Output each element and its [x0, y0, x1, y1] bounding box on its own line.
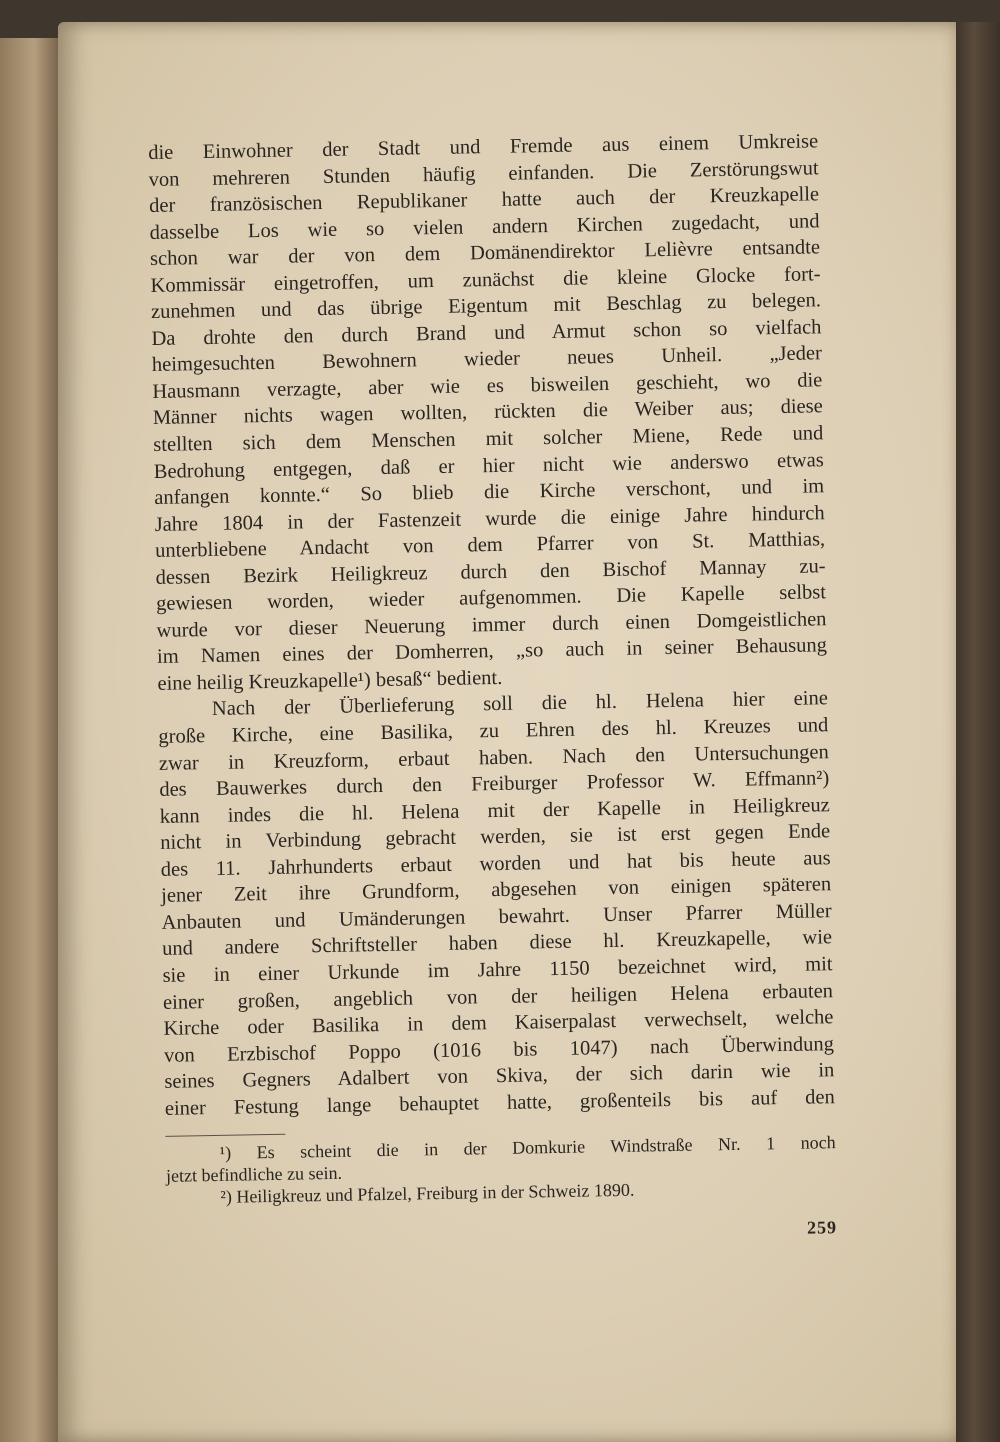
body-line: gewiesen worden, wieder aufgenommen. Die Kapelle selbst — [155, 581, 827, 616]
body-line: eine heilig Kreuzkapelle¹) besaß“ bedient. — [157, 666, 503, 695]
body-line: dasselbe Los wie so vielen andern Kirchen zugedacht, und — [149, 209, 820, 244]
body-line: schon war der von dem Domänendirektor Lelièvre entsandte — [149, 236, 821, 271]
body-line: von Erzbischof Poppo (1016 bis 1047) nach Überwindung — [163, 1032, 835, 1067]
body-text — [148, 128, 835, 1122]
footnotes — [166, 1131, 837, 1209]
footnote-1: ¹) Es scheint die in der Domkurie Windstraße Nr. 1 noch — [219, 1132, 836, 1164]
body-line: Jahre 1804 in der Fastenzeit wurde die einige Jahre hindurch — [154, 501, 825, 536]
body-line: Hausmann verzagte, aber wie es bisweilen geschieht, wo die — [152, 369, 823, 403]
body-line: stellten sich dem Menschen mit solcher Miene, Rede und — [153, 422, 824, 456]
body-line: Männer nichts wagen wollten, rückten die Weiber aus; diese — [152, 395, 823, 430]
paragraph-start-line: Nach der Überlieferung soll die hl. Helena hier eine — [211, 687, 829, 721]
body-line: Kommissär eingetroffen, um zunächst die kleine Glocke fort- — [150, 263, 821, 297]
body-line: zunehmen und das übrige Eigentum mit Beschlag zu belegen. — [150, 289, 822, 324]
body-line: anfangen konnte.“ So blieb die Kirche verschont, und im — [154, 475, 825, 510]
body-line: Bedrohung entgegen, daß er hier nicht wie anderswo etwas — [153, 448, 824, 483]
body-line: heimgesuchten Bewohnern wieder neues Unheil. „Jeder — [151, 342, 823, 377]
body-line: des 11. Jahrhunderts erbaut worden und hat bis heute aus — [160, 846, 831, 881]
body-line: zwar in Kreuzform, erbaut haben. Nach den Untersuchungen — [158, 740, 829, 775]
body-line: große Kirche, eine Basilika, zu Ehren des hl. Kreuzes und — [158, 714, 829, 748]
body-line: Anbauten und Umänderungen bewahrt. Unser Pfarrer Müller — [161, 900, 832, 934]
page-number: 259 — [806, 1217, 838, 1238]
body-line: Da drohte den durch Brand und Armut schon so vielfach — [151, 316, 822, 350]
body-line: einer großen, angeblich von der heiligen Helena erbauten — [162, 979, 834, 1014]
body-line: die Einwohner der Stadt und Fremde aus einem Umkreise — [148, 130, 819, 164]
body-line: seines Gegners Adalbert von Skiva, der sich darin wie in — [164, 1059, 835, 1093]
body-line: einer Festung lange behauptet hatte, großenteils bis auf den — [164, 1085, 835, 1120]
footnote-2: ²) Heiligkreuz und Pfalzel, Freiburg in der Schweiz 1890. — [220, 1179, 635, 1208]
page-stack-edge — [956, 22, 1000, 1442]
body-line: im Namen eines der Domherren, „so auch in seiner Behausung — [156, 634, 828, 669]
body-line: des Bauwerkes durch den Freiburger Professor W. Effmann²) — [159, 767, 830, 802]
body-line: sie in einer Urkunde im Jahre 1150 bezeichnet wird, mit — [162, 953, 833, 987]
body-line: jener Zeit ihre Grundform, abgesehen von einigen späteren — [161, 873, 832, 908]
body-line: kann indes die hl. Helena mit der Kapelle in Heiligkreuz — [159, 793, 830, 828]
footnote-divider — [165, 1134, 285, 1137]
body-line: nicht in Verbindung gebracht werden, sie ist erst gegen Ende — [160, 820, 831, 855]
previous-page-edge — [0, 38, 62, 1442]
body-line: wurde vor dieser Neuerung immer durch einen Domgeistlichen — [156, 608, 827, 642]
body-line: Kirche oder Basilika in dem Kaiserpalast verwechselt, welche — [163, 1006, 834, 1040]
body-line: unterbliebene Andacht von dem Pfarrer von St. Matthias, — [154, 528, 826, 563]
body-line: der französischen Republikaner hatte auch der Kreuzkapelle — [148, 183, 820, 218]
page-text — [148, 128, 837, 1250]
body-line: dessen Bezirk Heiligkreuz durch den Bischof Mannay zu- — [155, 554, 826, 589]
footnote-1-continuation: jetzt befindliche zu sein. — [165, 1163, 343, 1187]
body-line: von mehreren Stunden häufig einfanden. Die Zerstörungswut — [148, 156, 819, 191]
body-line: und andere Schriftsteller haben diese hl. Kreuzkapelle, wie — [161, 926, 833, 961]
